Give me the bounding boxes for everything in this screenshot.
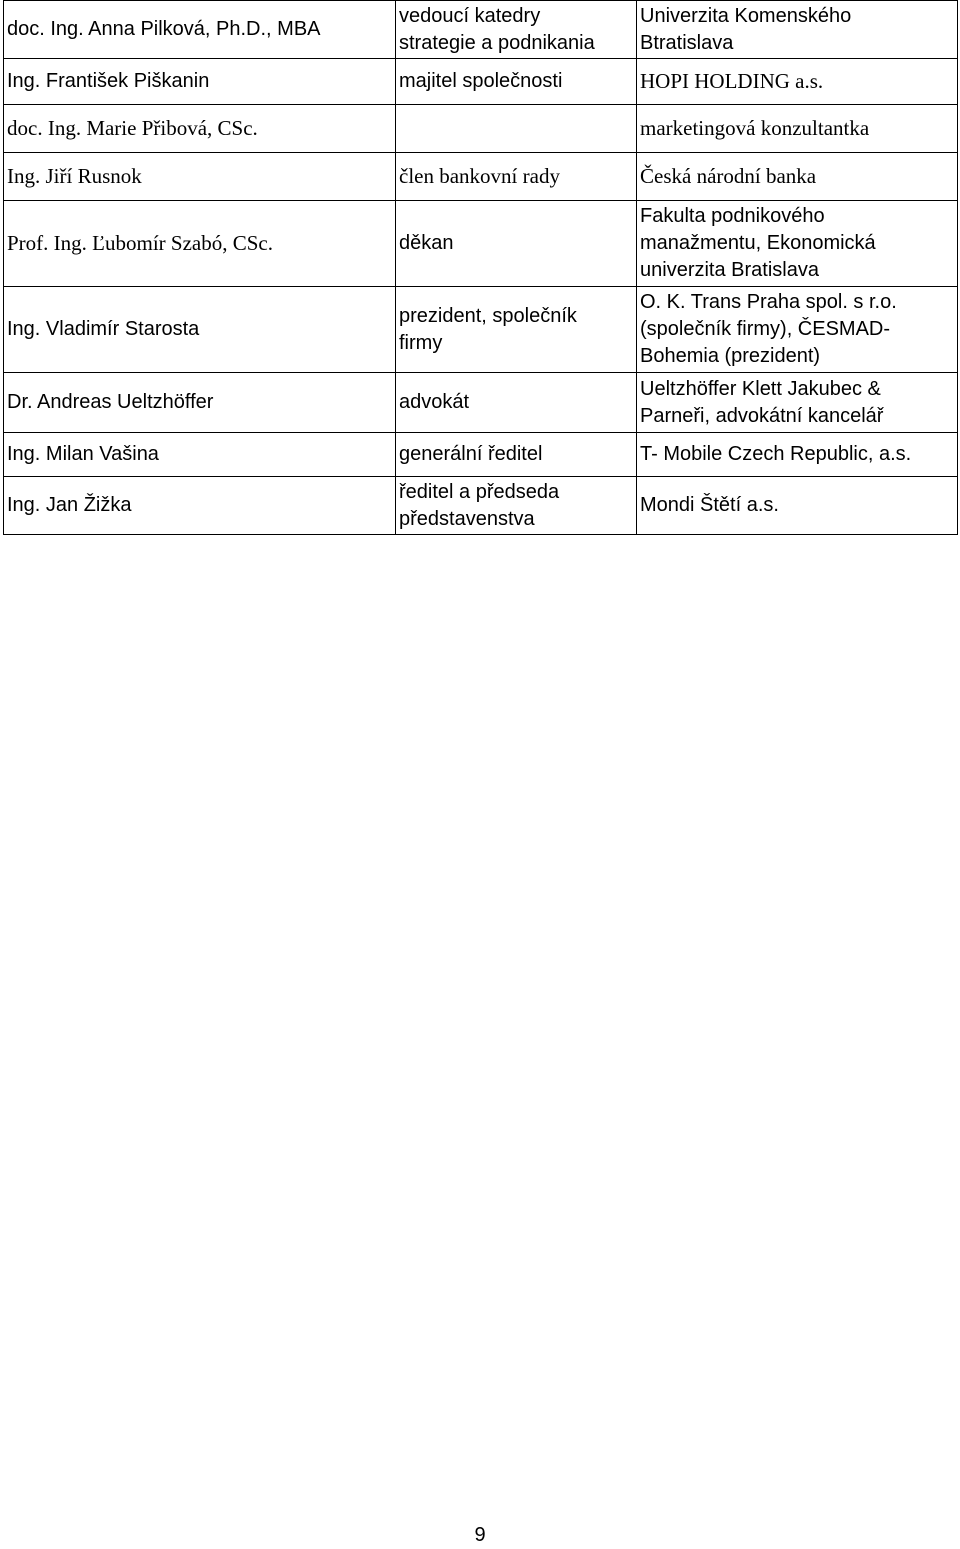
position-cell: advokát [396,373,637,433]
name-cell: Ing. Vladimír Starosta [4,287,396,373]
name-cell: doc. Ing. Anna Pilková, Ph.D., MBA [4,1,396,59]
table-row [4,153,958,201]
organization-cell: T- Mobile Czech Republic, a.s. [637,433,958,477]
name-cell: Prof. Ing. Ľubomír Szabó, CSc. [4,201,396,287]
name-cell: Ing. Jiří Rusnok [4,153,396,201]
table-row [4,373,958,433]
table-row [4,1,958,59]
organization-cell: marketingová konzultantka [637,105,958,153]
table-row [4,433,958,477]
organization-cell: Univerzita Komenského Btratislava [637,1,958,59]
table-row [4,105,958,153]
position-cell: člen bankovní rady [396,153,637,201]
table-row [4,477,958,535]
position-cell: děkan [396,201,637,287]
people-table [3,0,958,535]
table-row [4,287,958,373]
name-cell: Ing. František Piškanin [4,59,396,105]
table-row [4,59,958,105]
table-row [4,201,958,287]
position-cell: ředitel a předseda představenstva [396,477,637,535]
name-cell: Ing. Jan Žižka [4,477,396,535]
organization-cell: Mondi Štětí a.s. [637,477,958,535]
position-cell: generální ředitel [396,433,637,477]
position-cell: majitel společnosti [396,59,637,105]
name-cell: doc. Ing. Marie Přibová, CSc. [4,105,396,153]
organization-cell: O. K. Trans Praha spol. s r.o. (společník firmy), ČESMAD- Bohemia (prezident) [637,287,958,373]
page-number: 9 [474,1524,486,1546]
position-cell [396,105,637,153]
position-cell: vedoucí katedry strategie a podnikania [396,1,637,59]
name-cell: Dr. Andreas Ueltzhöffer [4,373,396,433]
position-cell: prezident, společník firmy [396,287,637,373]
organization-cell: HOPI HOLDING a.s. [637,59,958,105]
organization-cell: Ueltzhöffer Klett Jakubec & Parneři, advokátní kancelář [637,373,958,433]
organization-cell: Fakulta podnikového manažmentu, Ekonomická univerzita Bratislava [637,201,958,287]
name-cell: Ing. Milan Vašina [4,433,396,477]
organization-cell: Česká národní banka [637,153,958,201]
